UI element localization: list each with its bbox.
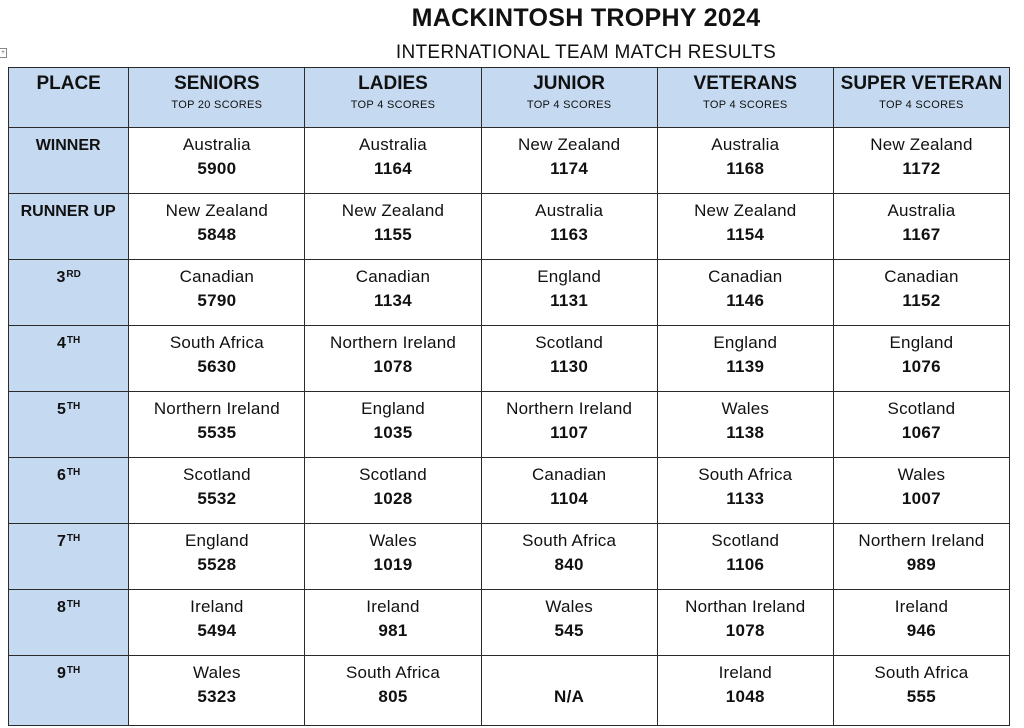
place-suffix: RD: [66, 269, 81, 280]
team-score: 1106: [726, 555, 765, 574]
result-cell: [833, 194, 1009, 260]
team-score: 5494: [197, 621, 237, 640]
place-cell: [9, 392, 129, 458]
result-cell: [657, 194, 833, 260]
team-score: 981: [378, 621, 408, 640]
table-row: [9, 656, 1010, 726]
result-cell: [129, 590, 305, 656]
result-cell: [305, 194, 481, 260]
table-move-handle-icon[interactable]: +: [0, 48, 7, 58]
team-score: 1019: [373, 555, 413, 574]
result-cell: [129, 392, 305, 458]
result-cell: [481, 656, 657, 726]
team-score: 1134: [373, 291, 413, 310]
team-name: Canadian: [355, 267, 431, 286]
table-row: [9, 194, 1010, 260]
place-cell: [9, 194, 129, 260]
column-header-subtitle: TOP 4 SCORES: [879, 99, 964, 111]
team-name: Northern Ireland: [329, 333, 457, 352]
place-cell: [9, 656, 129, 726]
team-name: Wales: [193, 663, 241, 682]
result-cell: [833, 392, 1009, 458]
place-label: 3: [56, 269, 66, 286]
team-name: Ireland: [190, 597, 244, 616]
team-name: Northern Ireland: [506, 399, 633, 418]
team-score: 1078: [725, 621, 765, 640]
place-suffix: TH: [66, 599, 81, 610]
place-suffix: TH: [66, 335, 81, 346]
team-score: 1130: [550, 357, 589, 376]
result-cell: [833, 524, 1009, 590]
place-cell: [9, 590, 129, 656]
team-score: 989: [906, 555, 937, 574]
result-cell: [305, 128, 481, 194]
team-score: 1028: [373, 489, 413, 508]
team-score: 1172: [902, 159, 941, 178]
place-suffix: TH: [66, 467, 81, 478]
column-header-seniors: [129, 68, 305, 128]
table-row: [9, 326, 1010, 392]
team-name: Scotland: [535, 333, 604, 352]
table-row: [9, 524, 1010, 590]
team-name: Australia: [711, 135, 780, 154]
team-name: Ireland: [366, 597, 420, 616]
team-score: 1154: [726, 225, 765, 244]
team-score: 1078: [373, 357, 413, 376]
team-score: 1146: [726, 291, 765, 310]
result-cell: [305, 656, 481, 726]
column-header-title: JUNIOR: [533, 73, 606, 94]
team-score: N/A: [554, 687, 585, 706]
team-score: 5848: [197, 225, 237, 244]
team-score: 1138: [726, 423, 765, 442]
team-score: 1035: [373, 423, 413, 442]
result-cell: [129, 458, 305, 524]
column-header-subtitle: TOP 4 SCORES: [526, 99, 612, 111]
column-header-veterans: [657, 68, 833, 128]
place-label: 9: [57, 665, 66, 682]
team-name: Canadian: [884, 267, 959, 286]
team-name: New Zealand: [165, 201, 269, 220]
team-name: Wales: [721, 399, 770, 418]
team-score: 1104: [550, 489, 589, 508]
result-cell: [481, 194, 657, 260]
result-cell: [833, 590, 1009, 656]
team-name: Australia: [182, 135, 251, 154]
team-name: Australia: [535, 201, 604, 220]
team-score: 5900: [197, 159, 237, 178]
team-score: 5535: [197, 423, 237, 442]
result-cell: [305, 326, 481, 392]
result-cell: [657, 128, 833, 194]
team-score: 1076: [901, 357, 941, 376]
column-header-title: SENIORS: [174, 73, 260, 94]
team-name: New Zealand: [341, 201, 445, 220]
team-score: 1048: [725, 687, 765, 706]
column-header-super-veteran: [833, 68, 1009, 128]
team-score: 1174: [550, 159, 589, 178]
team-name: England: [537, 267, 602, 286]
team-name: New Zealand: [870, 135, 973, 154]
team-name: Scotland: [711, 531, 780, 550]
result-cell: [305, 458, 481, 524]
team-name: New Zealand: [694, 201, 797, 220]
result-cell: [657, 326, 833, 392]
result-cell: [129, 128, 305, 194]
team-score: 1067: [901, 423, 941, 442]
team-name: New Zealand: [517, 135, 621, 154]
team-name: Scotland: [182, 465, 251, 484]
table-row: [9, 590, 1010, 656]
team-score: 555: [906, 687, 937, 706]
column-header-title: LADIES: [358, 73, 428, 94]
result-cell: [833, 326, 1009, 392]
team-name: England: [713, 333, 778, 352]
place-cell: [9, 128, 129, 194]
team-score: 1163: [550, 225, 589, 244]
result-cell: [833, 656, 1009, 726]
team-name: Scotland: [359, 465, 427, 484]
place-label: 4: [57, 335, 66, 352]
column-header-junior: [481, 68, 657, 128]
team-score: 1155: [373, 225, 413, 244]
column-header-title: VETERANS: [693, 73, 797, 94]
team-name: Canadian: [708, 267, 783, 286]
team-name: South Africa: [874, 663, 969, 682]
team-score: 1164: [373, 159, 413, 178]
result-cell: [657, 656, 833, 726]
team-name: Wales: [897, 465, 946, 484]
result-cell: [657, 392, 833, 458]
place-label: WINNER: [35, 137, 101, 154]
table-row: [9, 128, 1010, 194]
results-table-body: [9, 128, 1010, 726]
table-row: [9, 458, 1010, 524]
result-cell: [129, 656, 305, 726]
place-column-header: PLACE: [9, 68, 129, 128]
team-score: 946: [906, 621, 937, 640]
team-name: Northern Ireland: [858, 531, 985, 550]
result-cell: [305, 590, 481, 656]
team-name: South Africa: [169, 333, 264, 352]
result-cell: [481, 260, 657, 326]
team-score: 1131: [550, 291, 589, 310]
team-score: 1167: [902, 225, 941, 244]
result-cell: [481, 392, 657, 458]
team-name: Ireland: [718, 663, 772, 682]
results-table: [8, 67, 1010, 726]
page-title: MACKINTOSH TROPHY 2024: [411, 4, 761, 32]
team-score: 1107: [550, 423, 589, 442]
result-cell: [129, 326, 305, 392]
place-label: RUNNER UP: [20, 203, 116, 220]
place-label: 8: [57, 599, 66, 616]
result-cell: [305, 524, 481, 590]
team-name: Canadian: [531, 465, 607, 484]
team-name: Northan Ireland: [685, 597, 806, 616]
place-cell: [9, 524, 129, 590]
team-name: England: [889, 333, 954, 352]
place-label: 6: [57, 467, 66, 484]
team-name: Wales: [545, 597, 593, 616]
result-cell: [305, 392, 481, 458]
team-score: 1168: [726, 159, 765, 178]
result-cell: [833, 128, 1009, 194]
team-name: Ireland: [894, 597, 949, 616]
team-score: 5323: [197, 687, 237, 706]
result-cell: [481, 524, 657, 590]
place-label: 7: [57, 533, 66, 550]
team-score: 5528: [197, 555, 237, 574]
table-row: [9, 392, 1010, 458]
team-name: Canadian: [179, 267, 255, 286]
column-header-subtitle: TOP 20 SCORES: [171, 99, 263, 111]
result-cell: [833, 458, 1009, 524]
place-suffix: TH: [66, 533, 81, 544]
place-cell: [9, 326, 129, 392]
team-score: 545: [554, 621, 584, 640]
team-name: Northern Ireland: [153, 399, 280, 418]
team-score: 5532: [197, 489, 237, 508]
team-name: South Africa: [345, 663, 441, 682]
team-name: South Africa: [698, 465, 793, 484]
result-cell: [305, 260, 481, 326]
column-header-subtitle: TOP 4 SCORES: [350, 99, 436, 111]
table-header-row: [9, 68, 1010, 128]
team-name: England: [361, 399, 425, 418]
table-row: [9, 260, 1010, 326]
place-cell: [9, 260, 129, 326]
place-label: 5: [57, 401, 66, 418]
column-header-ladies: [305, 68, 481, 128]
result-cell: [481, 326, 657, 392]
result-cell: [481, 128, 657, 194]
team-score: 805: [378, 687, 408, 706]
team-score: 5790: [197, 291, 237, 310]
team-name: Australia: [359, 135, 427, 154]
team-score: 1152: [902, 291, 941, 310]
result-cell: [129, 524, 305, 590]
team-name: Scotland: [887, 399, 956, 418]
result-cell: [657, 458, 833, 524]
team-name: Wales: [369, 531, 417, 550]
result-cell: [129, 194, 305, 260]
team-score: 840: [554, 555, 584, 574]
team-name: England: [184, 531, 249, 550]
column-header-subtitle: TOP 4 SCORES: [703, 99, 788, 111]
team-name: South Africa: [522, 531, 617, 550]
result-cell: [481, 458, 657, 524]
result-cell: [129, 260, 305, 326]
result-cell: [833, 260, 1009, 326]
column-header-title: SUPER VETERAN: [840, 73, 1003, 94]
result-cell: [481, 590, 657, 656]
team-score: 1133: [726, 489, 765, 508]
team-score: 1139: [726, 357, 765, 376]
place-cell: [9, 458, 129, 524]
place-suffix: TH: [66, 665, 81, 676]
result-cell: [657, 260, 833, 326]
result-cell: [657, 590, 833, 656]
team-name: Australia: [887, 201, 956, 220]
place-suffix: TH: [66, 401, 81, 412]
team-score: 5630: [197, 357, 237, 376]
team-score: 1007: [901, 489, 941, 508]
page-subtitle: INTERNATIONAL TEAM MATCH RESULTS: [395, 42, 777, 63]
team-name: [482, 663, 657, 683]
result-cell: [657, 524, 833, 590]
